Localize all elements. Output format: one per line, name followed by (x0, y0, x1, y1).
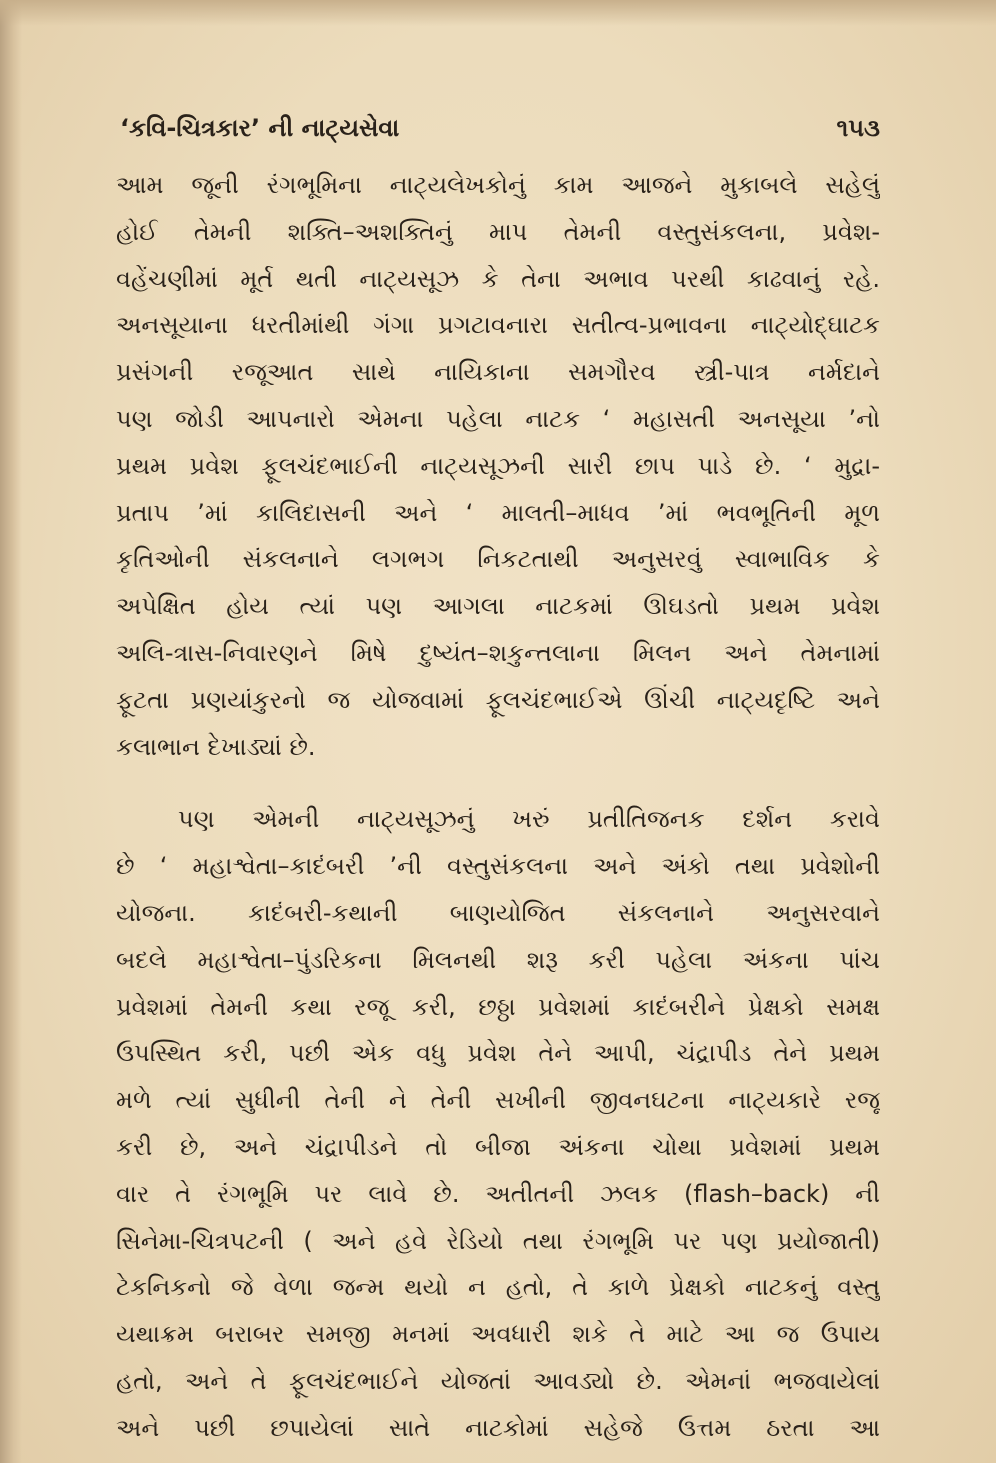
text-line: ટેકનિકનો જે વેળા જન્મ થયો ન હતો, તે કાળે પ્રેક્ષકો નાટકનું વસ્તુ (116, 1273, 880, 1302)
text-line: કલાભાન દેખાડ્યાં છે. (116, 732, 316, 761)
text-line: બદલે મહાશ્વેતા–પુંડરિકના મિલનથી શરૂ કરી પહેલા અંકના પાંચ (116, 945, 880, 974)
paragraph-2 (116, 796, 880, 1451)
text-line: વાર તે રંગભૂમિ પર લાવે છે. અતીતની ઝલક (flash–back) ની (116, 1179, 880, 1208)
text-line: પ્રથમ પ્રવેશ ફૂલચંદભાઈની નાટ્યસૂઝની સારી છાપ પાડે છે. ‘ મુદ્રા- (116, 451, 880, 480)
text-line: પ્રતાપ ’માં કાલિદાસની અને ‘ માલતી–માધવ ’માં ભવભૂતિની મૂળ (116, 498, 880, 527)
text-line: સિનેમા-ચિત્રપટની ( અને હવે રેડિયો તથા રંગભૂમિ પર પણ પ્રયોજાતી) (116, 1226, 880, 1255)
page-header (120, 110, 880, 150)
text-line: કરી છે, અને ચંદ્રાપીડને તો બીજા અંકના ચોથા પ્રવેશમાં પ્રથમ (116, 1132, 880, 1161)
text-line: અનસૂયાના ધરતીમાંથી ગંગા પ્રગટાવનારા સતીત્વ-પ્રભાવના નાટ્યોદ્ઘાટક (116, 311, 880, 340)
text-line: મળે ત્યાં સુધીની તેની ને તેની સખીની જીવનઘટના નાટ્યકારે રજૂ (116, 1086, 880, 1115)
page-number: ૧૫૩ (836, 114, 880, 142)
running-title: ‘કવિ-ચિત્રકાર’ ની નાટ્યસેવા (120, 114, 400, 142)
paragraph-spacer (116, 770, 880, 796)
text-line: યથાક્રમ બરાબર સમજી મનમાં અવધારી શકે તે માટે આ જ ઉપાય (116, 1320, 880, 1349)
text-line: ફૂટતા પ્રણયાંકુરનો જ યોજવામાં ફૂલચંદભાઈએ ઊંચી નાટ્યદૃષ્ટિ અને (116, 685, 880, 714)
text-line: આમ જૂની રંગભૂમિના નાટ્યલેખકોનું કામ આજને મુકાબલે સહેલું (116, 171, 880, 199)
text-line: છે ‘ મહાશ્વેતા–કાદંબરી ’ની વસ્તુસંકલના અને અંકો તથા પ્રવેશોની (116, 852, 880, 881)
body-text (116, 162, 880, 1452)
text-line: પ્રવેશમાં તેમની કથા રજૂ કરી, છઠ્ઠા પ્રવેશમાં કાદંબરીને પ્રેક્ષકો સમક્ષ (116, 992, 880, 1021)
text-line: પ્રસંગની રજૂઆત સાથે નાયિકાના સમગૌરવ સ્ત્રી-પાત્ર નર્મદાને (116, 358, 880, 387)
text-line: અને પછી છપાયેલાં સાતે નાટકોમાં સહેજે ઉત્તમ ઠરતા આ (116, 1413, 880, 1442)
text-line: અપેક્ષિત હોય ત્યાં પણ આગલા નાટકમાં ઊઘડતો પ્રથમ પ્રવેશ (116, 592, 880, 621)
paragraph-1 (116, 162, 880, 770)
text-line: યોજના. કાદંબરી-કથાની બાણયોજિત સંકલનાને અનુસરવાને (116, 898, 880, 927)
text-line: વહેંચણીમાં મૂર્ત થતી નાટ્યસૂઝ કે તેના અભાવ પરથી કાઢવાનું રહે. (116, 264, 880, 293)
text-line: હોઈ તેમની શક્તિ–અશક્તિનું માપ તેમની વસ્તુસંકલના, પ્રવેશ- (116, 217, 880, 246)
text-line: ઉપસ્થિત કરી, પછી એક વધુ પ્રવેશ તેને આપી, ચંદ્રાપીડ તેને પ્રથમ (116, 1039, 880, 1068)
text-line: પણ એમની નાટ્યસૂઝનું ખરું પ્રતીતિજનક દર્શન કરાવે (178, 805, 880, 834)
page-binding-shadow (0, 0, 22, 1463)
page-top-shadow (0, 0, 996, 26)
text-line: હતો, અને તે ફૂલચંદભાઈને યોજતાં આવડ્યો છે. એમનાં ભજવાયેલાં (116, 1366, 880, 1395)
text-line: પણ જોડી આપનારો એમના પહેલા નાટક ‘ મહાસતી અનસૂયા ’નો (116, 404, 880, 433)
text-line: અલિ-ત્રાસ-નિવારણને મિષે દુષ્યંત–શકુન્તલાના મિલન અને તેમનામાં (116, 638, 880, 667)
text-line: કૃતિઓની સંકલનાને લગભગ નિકટતાથી અનુસરવું સ્વાભાવિક કે (116, 545, 880, 574)
